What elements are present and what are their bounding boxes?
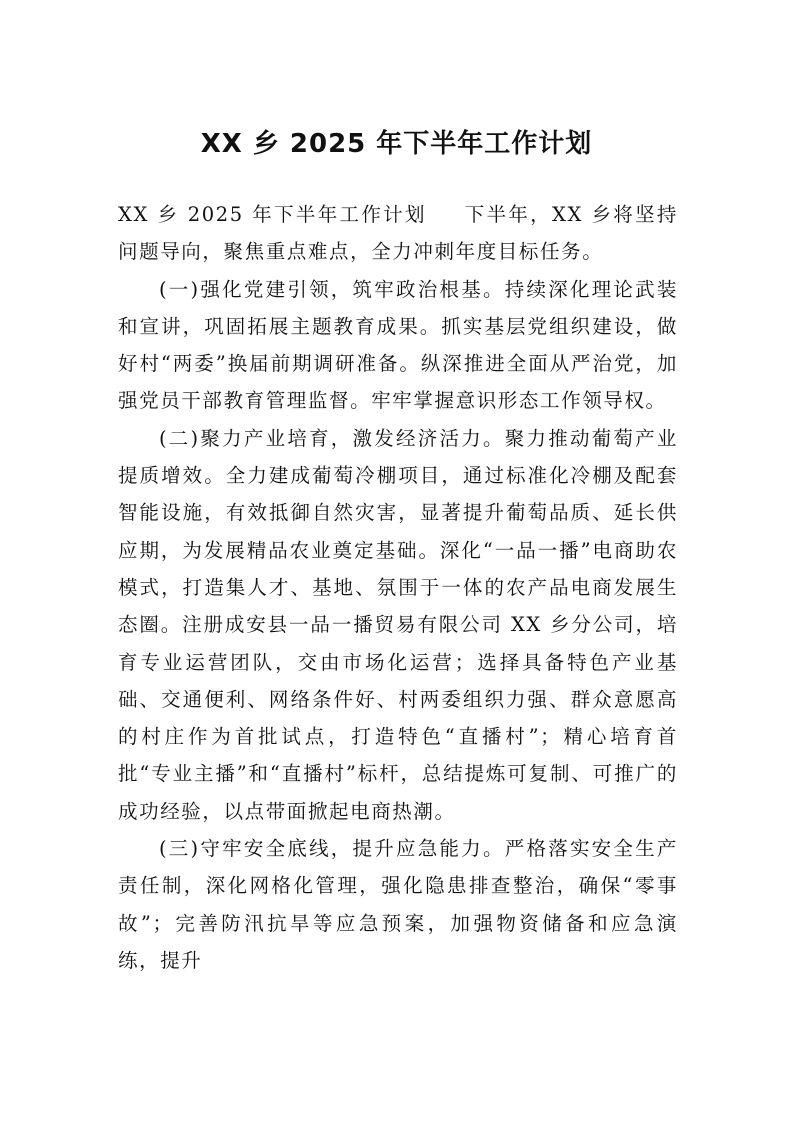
section-industry: (二)聚力产业培育，激发经济活力。聚力推动葡萄产业提质增效。全力建成葡萄冷棚项目，通过标准化冷棚及配套智能设施，有效抵御自然灾害，显著提升葡萄品质、延长供应期，为发展精品农业奠定基础。深化“一品一播”电商助农模式，打造集人才、基地、氛围于一体的农产品电商发展生态圈。注册成安县一品一播贸易有限公司 XX 乡分公司，培育专业运营团队，交由市场化运营；选择具备特色产业基础、交通便利、网络条件好、村两委组织力强、群众意愿高的村庄作为首批试点，打造特色“直播村”；精心培育首批“专业主播”和“直播村”标杆，总结提炼可复制、可推广的成功经验，以点带面掀起电商热潮。: [118, 426, 678, 823]
section-party-building: (一)强化党建引领，筑牢政治根基。持续深化理论武装和宣讲，巩固拓展主题教育成果。抓实基层党组织建设，做好村“两委”换届前期调研准备。纵深推进全面从严治党，加强党员干部教育管理监督。牢牢掌握意识形态工作领导权。: [118, 277, 678, 413]
document-body: [118, 196, 678, 979]
page-title: XX 乡 2025 年下半年工作计划: [200, 129, 593, 159]
intro-text: 下半年，XX 乡将坚持问题导向，聚焦重点难点，全力冲刺年度目标任务。: [118, 203, 678, 264]
section-safety: (三)守牢安全底线，提升应急能力。严格落实安全生产责任制，深化网格化管理，强化隐患排查整治，确保“零事故”；完善防汛抗旱等应急预案，加强物资储备和应急演练，提升: [118, 837, 678, 972]
intro-lead-title: XX 乡 2025 年下半年工作计划: [118, 203, 427, 226]
intro-paragraph: [118, 196, 678, 271]
